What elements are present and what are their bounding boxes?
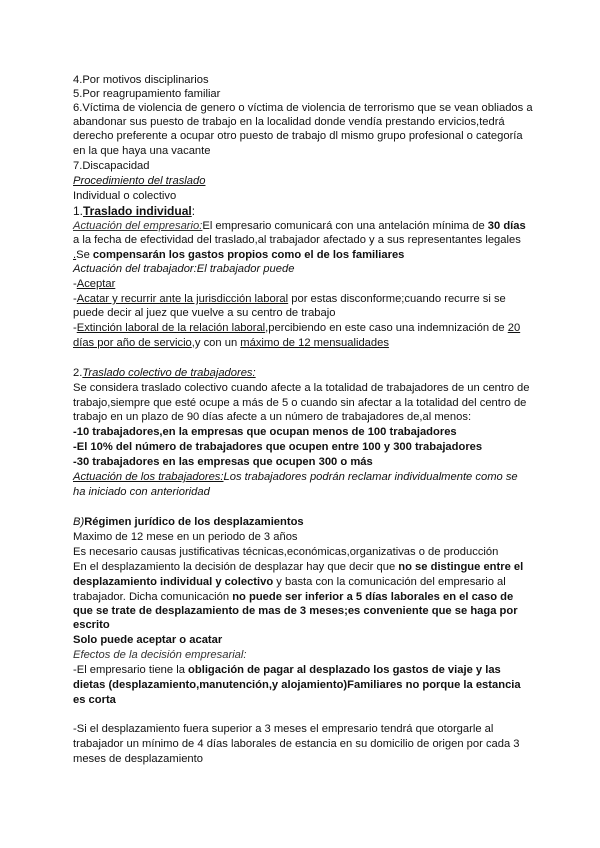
option-termination-line-2 (73, 336, 389, 350)
regime-line-8: Solo puede aceptar o acatar (73, 634, 223, 646)
max-months: máximo de 12 mensualidades (240, 337, 389, 349)
employer-action-line-1 (73, 219, 526, 233)
effects-line-2: dietas (desplazamiento,manutención,y alojamiento)Familiares no porque la estancia (73, 679, 521, 691)
regime-line-1: Maximo de 12 mese en un periodo de 3 años (73, 531, 298, 543)
regime-line-4 (73, 575, 506, 589)
appeal-rest: por estas disconforme;cuando recurre si se (288, 293, 506, 305)
regime-line-2: Es necesario causas justificativas técnicas,económicas,organizativas o de producción (73, 546, 499, 558)
regime-line-3 (73, 560, 523, 574)
list-item-6-line-1: 6.Víctima de violencia de genero o víctima de violencia de terrorismo que se vean obliados a (73, 102, 533, 114)
criterion-1: -10 trabajadores,en la empresas que ocupan menos de 100 trabajadores (73, 426, 457, 438)
option-appeal-line-2: puede decir al juez que vuelve a su centro de trabajo (73, 307, 336, 319)
appeal-text: Acatar y recurrir ante la jurisdicción laboral (76, 293, 289, 305)
criterion-3: -30 trabajadores en las empresas que ocupen 300 o más (73, 456, 373, 468)
dash: - (73, 278, 77, 290)
list-item-6-line-2: abandonar sus puesto de trabajo en la localidad donde vendía prestando ervicios,tedrá (73, 116, 505, 128)
text: trabajador. Dicha comunicación (73, 591, 233, 603)
heading-colon: : (191, 204, 196, 218)
termination-text: Extinción laboral de la relación laboral (76, 322, 266, 334)
accept-text: Aceptar (76, 278, 116, 290)
days-notice: 30 días (487, 220, 526, 232)
heading-number: 2. (73, 367, 83, 379)
heading-text: Traslado colectivo de trabajadores: (82, 367, 256, 379)
workers-action-line-1 (73, 470, 518, 484)
list-item-7: 7.Discapacidad (73, 160, 150, 172)
dash: - (73, 293, 77, 305)
section-letter: B) (73, 516, 85, 528)
text: -El empresario tiene la (73, 664, 189, 676)
termination-rest: ,percibiendo en este caso una indemnización de (265, 322, 508, 334)
option-termination-line-1 (73, 321, 520, 335)
procedure-subtitle: Individual o colectivo (73, 190, 177, 202)
section-b-heading (73, 515, 304, 529)
visit-rule-line-1: -Si el desplazamiento fuera superior a 3 meses el empresario tendrá que otorgarle al (73, 723, 494, 735)
employer-action-line-2: a la fecha de efectividad del traslado,al trabajador afectado y a sus representantes legales (73, 234, 521, 246)
visit-rule-line-3: meses de desplazamiento (73, 753, 203, 765)
option-appeal-line-1 (73, 292, 506, 306)
effects-heading: Efectos de la decisión empresarial: (73, 649, 247, 661)
compensation-prefix: Se (76, 249, 93, 261)
dot-mark: . (73, 249, 77, 261)
section-title: Régimen jurídico de los desplazamientos (84, 516, 304, 528)
days-per-year: días por año de servicio (73, 337, 192, 349)
effects-line-3: es corta (73, 694, 116, 706)
collective-line-1: Se considera traslado colectivo cuando afecte a la totalidad de trabajadores de un centro de (73, 382, 530, 394)
workers-action-label: Actuación de los trabajadores: (73, 471, 224, 483)
procedure-heading: Procedimiento del traslado (73, 175, 206, 187)
text: y basta con la comunicación del empresario al (273, 576, 506, 588)
option-accept (73, 277, 115, 291)
text: En el desplazamiento la decisión de desplazar hay que decir que (73, 561, 399, 573)
visit-rule-line-2: trabajador un mínimo de 4 días laborales de estancia en su domicilio de origen por cada 3 (73, 738, 520, 750)
employer-action-label: Actuación del empresario: (73, 220, 203, 232)
list-item-6-line-4: en la que haya una vacante (73, 145, 211, 157)
workers-action-line-2: ha iniciado con anterioridad (73, 486, 210, 498)
bold-text: obligación de pagar al desplazado los gastos de viaje y las (188, 664, 501, 676)
heading-text: Traslado individual (83, 204, 192, 218)
max-prefix: ,y con un (191, 337, 241, 349)
bold-text: no se distingue entre el (398, 561, 524, 573)
bold-text: no puede ser inferior a 5 días laborales en el caso de (232, 591, 514, 603)
individual-transfer-heading (73, 204, 195, 218)
termination-days: 20 (507, 322, 521, 334)
criterion-2: -El 10% del número de trabajadores que ocupen entre 100 y 300 trabajadores (73, 441, 483, 453)
effects-line-1 (73, 663, 501, 677)
list-item-5: 5.Por reagrupamiento familiar (73, 88, 221, 100)
worker-action-heading: Actuación del trabajador:El trabajador puede (73, 263, 295, 275)
regime-line-6: que se trate de desplazamiento de mas de 3 meses;es conveniente que se haga por (73, 605, 518, 617)
regime-line-7: escrito (73, 619, 110, 631)
bold-text: desplazamiento individual y colectivo (73, 576, 274, 588)
employer-action-text: El empresario comunicará con una antelación mínima de (202, 220, 488, 232)
collective-transfer-heading (73, 366, 256, 380)
list-item-4: 4.Por motivos disciplinarios (73, 74, 209, 86)
regime-line-5 (73, 590, 513, 604)
heading-number: 1. (73, 204, 84, 218)
dash: - (73, 322, 77, 334)
workers-action-text: Los trabajadores podrán reclamar individualmente como se (223, 471, 518, 483)
collective-line-2: trabajo,siempre que esté ocupe a más de 5 o cuando sin afectar a la totalidad del centro de (73, 397, 527, 409)
employer-action-line-3 (73, 248, 404, 262)
list-item-6-line-3: derecho preferente a ocupar otro puesto de trabajo dl mismo grupo profesional o categoría (73, 130, 523, 142)
collective-line-3: trabajo en un plazo de 90 días afecte a un número de trabajadores de,al menos: (73, 411, 472, 423)
compensation-text: compensarán los gastos propios como el de los familiares (92, 249, 405, 261)
